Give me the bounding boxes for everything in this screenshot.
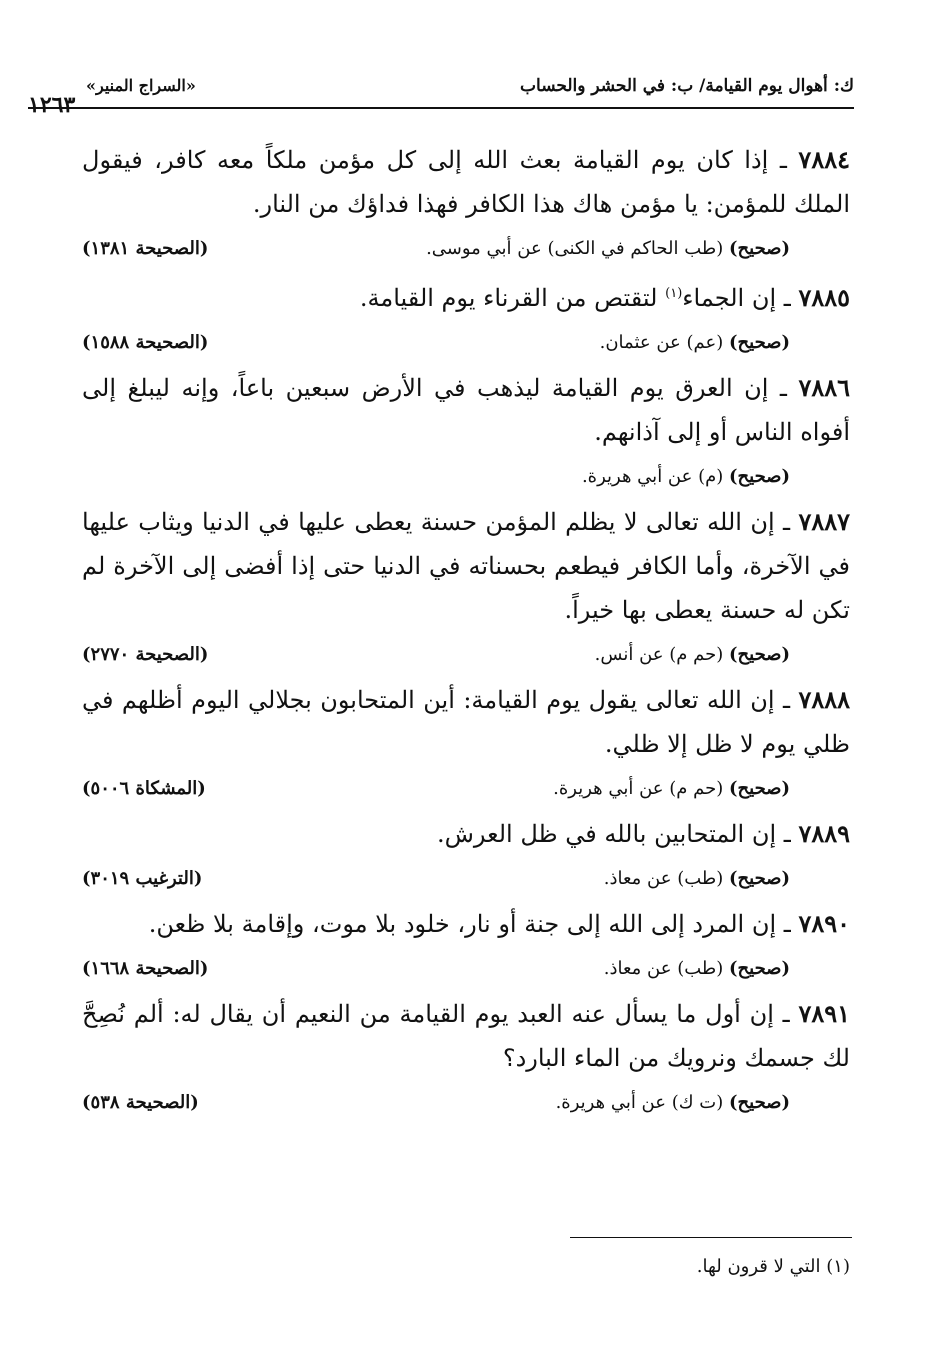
hadith-number: ٧٨٨٨ bbox=[798, 685, 850, 714]
hadith-number: ٧٨٩٠ bbox=[798, 909, 850, 938]
source-line bbox=[82, 326, 850, 356]
cross-reference: (الصحيحة ١٦٦٨) bbox=[82, 958, 209, 979]
hadith-body: إن أول ما يسأل عنه العبد يوم القيامة من النعيم أن يقال له: ألم نُصِحَّ لك جسمك ونرويك من الماء البارد؟ bbox=[82, 1000, 850, 1072]
hadith-text: ٧٨٨٦ ـ إن العرق يوم القيامة ليذهب في الأرض سبعين باعاً، وإنه ليبلغ إلى أفواه الناس أو إلى آذانهم. bbox=[82, 373, 850, 446]
hadith-text: ٧٨٨٥ ـ إن الجماء$^{(١)}$ لتقتص من القرناء يوم القيامة. bbox=[359, 283, 850, 312]
hadith-body: إن العرق يوم القيامة ليذهب في الأرض سبعين باعاً، وإنه ليبلغ إلى أفواه الناس أو إلى آذانهم. bbox=[82, 374, 850, 446]
hadith-entry bbox=[82, 902, 850, 982]
grade: (صحيح) bbox=[729, 466, 790, 487]
grade: (صحيح) bbox=[729, 644, 790, 665]
hadith-number: ٧٨٨٦ bbox=[798, 373, 850, 402]
hadith-entry bbox=[82, 812, 850, 892]
footnote-text: التي لا قرون لها. bbox=[696, 1256, 821, 1277]
chapter-title: ك: أهوال يوم القيامة/ ب: في الحشر والحساب bbox=[520, 76, 854, 96]
cross-reference: (الصحيحة ٥٣٨) bbox=[82, 1092, 199, 1113]
source-line bbox=[82, 638, 850, 668]
footnote bbox=[697, 1256, 850, 1277]
source-text: (طب الحاكم في الكنى) عن أبي موسى. bbox=[426, 238, 724, 259]
hadith-body: إن الله تعالى يقول يوم القيامة: أين المتحابون بجلالي اليوم أظلهم في ظلي يوم لا ظل إلا ظلي. bbox=[82, 686, 850, 758]
hadith-entry bbox=[82, 138, 850, 262]
hadith-body-continued: لتقتص من القرناء يوم القيامة. bbox=[359, 284, 658, 312]
grade: (صحيح) bbox=[729, 238, 790, 259]
source-citation bbox=[426, 238, 790, 259]
hadith-text: ٧٨٨٤ ـ إذا كان يوم القيامة بعث الله إلى كل مؤمن ملكاً معه كافر، فيقول الملك للمؤمن: يا مؤمن هاك هذا الكافر فهذا فداؤك من النار. bbox=[82, 145, 850, 218]
source-text: (عم) عن عثمان. bbox=[599, 332, 724, 353]
source-citation bbox=[595, 644, 790, 665]
hadith-number: ٧٨٨٩ bbox=[798, 819, 850, 848]
hadith-text: ٧٨٨٨ ـ إن الله تعالى يقول يوم القيامة: أين المتحابون بجلالي اليوم أظلهم في ظلي يوم لا ظل إلا ظلي. bbox=[82, 685, 850, 758]
hadith-list bbox=[82, 138, 850, 1126]
hadith-text: ٧٨٩١ ـ إن أول ما يسأل عنه العبد يوم القيامة من النعيم أن يقال له: ألم نُصِحَّ لك جسمك ونرويك من الماء البارد؟ bbox=[82, 999, 851, 1072]
source-line bbox=[82, 232, 850, 262]
source-citation bbox=[582, 466, 790, 487]
grade: (صحيح) bbox=[729, 778, 790, 799]
hadith-number: ٧٨٨٧ bbox=[798, 507, 850, 536]
hadith-entry bbox=[82, 678, 850, 802]
source-text: (ت ك) عن أبي هريرة. bbox=[555, 1092, 724, 1113]
hadith-number: ٧٨٩١ bbox=[798, 999, 851, 1028]
cross-reference: (الصحيحة ٢٧٧٠) bbox=[82, 644, 209, 665]
source-line bbox=[82, 772, 850, 802]
cross-reference: (الصحيحة ١٣٨١) bbox=[82, 238, 209, 259]
source-citation bbox=[600, 332, 790, 353]
grade: (صحيح) bbox=[729, 332, 790, 353]
hadith-number: ٧٨٨٥ bbox=[798, 283, 850, 312]
cross-reference: (المشكاة ٥٠٠٦) bbox=[82, 778, 206, 799]
cross-reference: (الصحيحة ١٥٨٨) bbox=[82, 332, 209, 353]
grade: (صحيح) bbox=[729, 868, 790, 889]
source-line bbox=[82, 952, 850, 982]
source-citation bbox=[553, 778, 790, 799]
hadith-body: إن المتحابين بالله في ظل العرش. bbox=[437, 820, 777, 848]
hadith-entry bbox=[82, 366, 850, 490]
source-citation bbox=[604, 868, 790, 889]
source-text: (طب) عن معاذ. bbox=[603, 868, 724, 889]
hadith-entry bbox=[82, 992, 850, 1116]
page-number: ١٢٦٣ bbox=[28, 92, 76, 118]
running-header bbox=[28, 76, 854, 118]
footnote-mark: (١) bbox=[826, 1256, 850, 1277]
hadith-text: ٧٨٨٩ ـ إن المتحابين بالله في ظل العرش. bbox=[437, 819, 850, 848]
source-text: (حم م) عن أبي هريرة. bbox=[553, 778, 724, 799]
hadith-text: ٧٨٩٠ ـ إن المرد إلى الله إلى جنة أو نار، خلود بلا موت، وإقامة بلا ظعن. bbox=[148, 909, 850, 938]
hadith-number: ٧٨٨٤ bbox=[798, 145, 850, 174]
hadith-entry bbox=[82, 272, 850, 356]
hadith-body: إذا كان يوم القيامة بعث الله إلى كل مؤمن ملكاً معه كافر، فيقول الملك للمؤمن: يا مؤمن هاك هذا الكافر فهذا فداؤك من النار. bbox=[82, 146, 850, 218]
hadith-body: إن الله تعالى لا يظلم المؤمن حسنة يعطى عليها في الدنيا ويثاب عليها في الآخرة، وأما الكافر فيطعم بحسناته في الدنيا حتى إذا أفضى إلى الآخرة لم تكن له حسنة يعطى بها خيراً. bbox=[82, 508, 850, 624]
hadith-text: ٧٨٨٧ ـ إن الله تعالى لا يظلم المؤمن حسنة يعطى عليها في الدنيا ويثاب عليها في الآخرة، وأما الكافر فيطعم بحسناته في الدنيا حتى إذا أفضى إلى الآخرة لم تكن له حسنة يعطى بها خيراً. bbox=[82, 507, 850, 624]
hadith-entry bbox=[82, 500, 850, 668]
source-text: (طب) عن معاذ. bbox=[603, 958, 724, 979]
hadith-body: إن المرد إلى الله إلى جنة أو نار، خلود بلا موت، وإقامة بلا ظعن. bbox=[148, 910, 777, 938]
source-line bbox=[82, 1086, 850, 1116]
footnote-divider bbox=[570, 1237, 852, 1238]
grade: (صحيح) bbox=[729, 1092, 790, 1113]
footnote-marker: (١) bbox=[665, 286, 683, 301]
source-text: (حم م) عن أنس. bbox=[594, 644, 724, 665]
source-line bbox=[82, 862, 850, 892]
source-citation bbox=[556, 1092, 790, 1113]
grade: (صحيح) bbox=[729, 958, 790, 979]
source-text: (م) عن أبي هريرة. bbox=[581, 466, 724, 487]
hadith-body: إن الجماء bbox=[682, 284, 777, 312]
header-divider bbox=[28, 107, 854, 109]
source-line bbox=[82, 460, 850, 490]
source-citation bbox=[604, 958, 790, 979]
book-title: «السراج المنير» bbox=[86, 76, 196, 95]
cross-reference: (الترغيب ٣٠١٩) bbox=[82, 868, 203, 889]
